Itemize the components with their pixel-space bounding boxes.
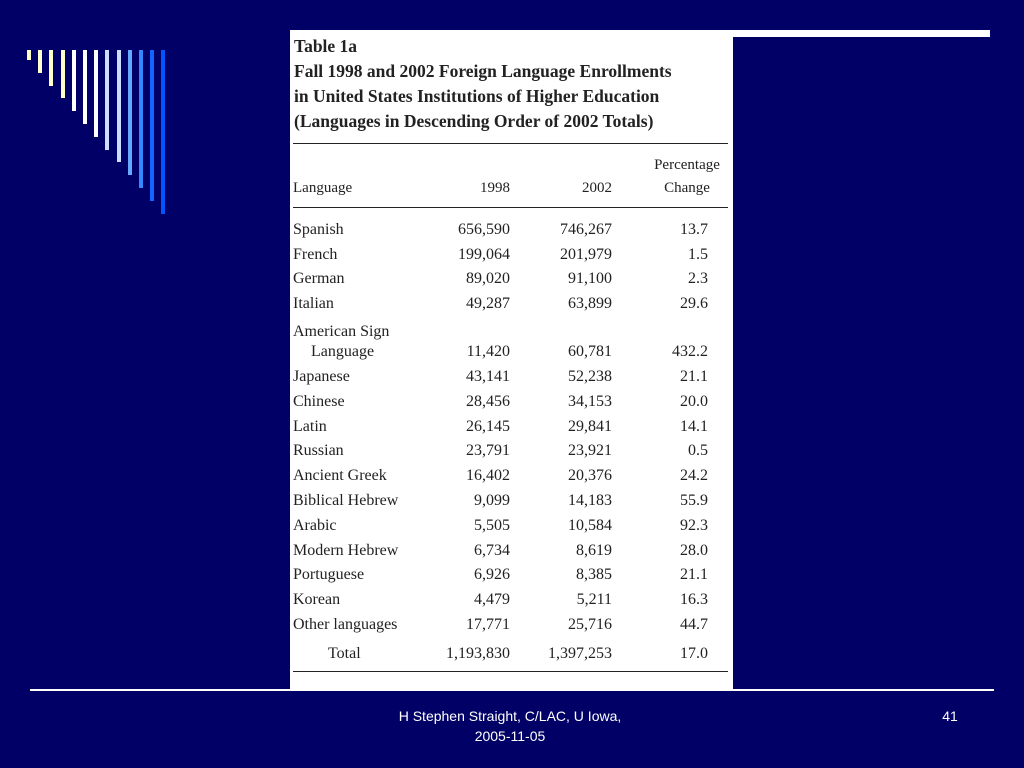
cell-language: Spanish bbox=[293, 220, 344, 238]
decorative-bar bbox=[117, 50, 121, 162]
cell-1998: 17,771 bbox=[466, 615, 510, 633]
table-row bbox=[290, 316, 733, 364]
decorative-bar bbox=[128, 50, 132, 175]
decorative-bar bbox=[61, 50, 65, 98]
cell-2002: 52,238 bbox=[568, 367, 612, 385]
table-rule-top bbox=[293, 143, 728, 144]
cell-percentage-change: 28.0 bbox=[680, 541, 708, 559]
table-row bbox=[290, 538, 733, 563]
cell-1998: 6,734 bbox=[474, 541, 510, 559]
cell-percentage-change: 55.9 bbox=[680, 491, 708, 509]
cell-2002: 23,921 bbox=[568, 442, 612, 460]
table-title-line: in United States Institutions of Higher Education bbox=[294, 86, 660, 106]
table-row bbox=[290, 513, 733, 538]
table-row bbox=[290, 389, 733, 414]
cell-percentage-change: 13.7 bbox=[680, 220, 708, 238]
header-percentage: Percentage bbox=[654, 157, 720, 173]
cell-2002: 60,781 bbox=[568, 343, 612, 361]
table-row bbox=[290, 291, 733, 316]
table-title-line: Table 1a bbox=[294, 36, 358, 56]
table-row bbox=[290, 364, 733, 389]
cell-language: Russian bbox=[293, 442, 344, 460]
header-language: Language bbox=[293, 180, 353, 196]
table-row bbox=[290, 488, 733, 513]
footer-credit bbox=[360, 706, 660, 746]
cell-2002: 91,100 bbox=[568, 270, 612, 288]
cell-language: Modern Hebrew bbox=[293, 541, 399, 559]
cell-1998: 4,479 bbox=[474, 591, 510, 609]
cell-2002: 10,584 bbox=[568, 516, 612, 534]
cell-language: Arabic bbox=[293, 516, 337, 534]
cell-1998: 5,505 bbox=[474, 516, 510, 534]
header-1998: 1998 bbox=[480, 180, 510, 196]
page-number: 41 bbox=[942, 708, 958, 724]
cell-percentage-change: 21.1 bbox=[680, 367, 708, 385]
cell-language: Italian bbox=[293, 295, 334, 313]
cell-1998: 11,420 bbox=[466, 343, 510, 361]
table-row bbox=[290, 414, 733, 439]
cell-1998: 43,141 bbox=[466, 367, 510, 385]
cell-1998: 49,287 bbox=[466, 295, 510, 313]
table-body bbox=[290, 217, 733, 666]
cell-percentage-change: 29.6 bbox=[680, 295, 708, 313]
table-row bbox=[290, 267, 733, 292]
decorative-bar bbox=[150, 50, 154, 201]
cell-1998: 26,145 bbox=[466, 417, 510, 435]
cell-language: Ancient Greek bbox=[293, 467, 387, 485]
cell-2002: 25,716 bbox=[568, 615, 612, 633]
table-row-total bbox=[290, 637, 733, 666]
decorative-bar bbox=[72, 50, 76, 111]
cell-total-1998: 1,193,830 bbox=[446, 644, 510, 662]
cell-2002: 34,153 bbox=[568, 392, 612, 410]
decorative-bar bbox=[139, 50, 143, 188]
cell-percentage-change: 0.5 bbox=[688, 442, 708, 460]
cell-percentage-change: 20.0 bbox=[680, 392, 708, 410]
cell-1998: 89,020 bbox=[466, 270, 510, 288]
cell-percentage-change: 92.3 bbox=[680, 516, 708, 534]
decorative-bar bbox=[49, 50, 53, 86]
cell-percentage-change: 21.1 bbox=[680, 566, 708, 584]
footer-credit-line: H Stephen Straight, C/LAC, U Iowa, bbox=[398, 708, 622, 724]
cell-2002: 63,899 bbox=[568, 295, 612, 313]
cell-language: Other languages bbox=[293, 615, 398, 633]
cell-1998: 199,064 bbox=[458, 245, 510, 263]
table-row bbox=[290, 217, 733, 242]
cell-language-line: Language bbox=[311, 343, 375, 361]
cell-language: French bbox=[293, 245, 338, 263]
decorative-bars bbox=[0, 0, 200, 220]
cell-2002: 5,211 bbox=[576, 591, 612, 609]
cell-2002: 29,841 bbox=[568, 417, 612, 435]
cell-1998: 656,590 bbox=[458, 220, 510, 238]
decorative-bar bbox=[27, 50, 31, 60]
cell-2002: 201,979 bbox=[560, 245, 612, 263]
cell-percentage-change: 16.3 bbox=[680, 591, 708, 609]
cell-2002: 746,267 bbox=[560, 220, 612, 238]
enrollment-table bbox=[290, 30, 733, 690]
table-row bbox=[290, 612, 733, 637]
table-rule-header bbox=[293, 207, 728, 208]
cell-2002: 14,183 bbox=[568, 491, 612, 509]
decorative-bar bbox=[105, 50, 109, 150]
table-title-line: (Languages in Descending Order of 2002 Totals) bbox=[294, 111, 654, 131]
cell-1998: 9,099 bbox=[474, 491, 510, 509]
cell-language: Japanese bbox=[293, 367, 350, 385]
table-rule-bottom bbox=[293, 671, 728, 672]
table-row bbox=[290, 242, 733, 267]
cell-language bbox=[293, 322, 389, 362]
table-row bbox=[290, 439, 733, 464]
cell-1998: 23,791 bbox=[466, 442, 510, 460]
table-row bbox=[290, 563, 733, 588]
decorative-bar bbox=[161, 50, 165, 214]
cell-language: Biblical Hebrew bbox=[293, 491, 399, 509]
header-2002: 2002 bbox=[582, 180, 612, 196]
cell-2002: 8,619 bbox=[576, 541, 612, 559]
cell-2002: 8,385 bbox=[576, 566, 612, 584]
cell-language-line: American Sign bbox=[293, 323, 390, 341]
decorative-bar bbox=[83, 50, 87, 124]
cell-total-2002: 1,397,253 bbox=[548, 644, 612, 662]
table-title bbox=[294, 34, 730, 134]
cell-1998: 16,402 bbox=[466, 467, 510, 485]
cell-percentage-change: 44.7 bbox=[680, 615, 708, 633]
cell-language: Chinese bbox=[293, 392, 345, 410]
cell-language: Latin bbox=[293, 417, 327, 435]
footer-date: 2005-11-05 bbox=[474, 728, 546, 744]
cell-1998: 6,926 bbox=[474, 566, 510, 584]
cell-language: Korean bbox=[293, 591, 341, 609]
cell-2002: 20,376 bbox=[568, 467, 612, 485]
cell-language: German bbox=[293, 270, 345, 288]
decorative-bar bbox=[94, 50, 98, 137]
cell-percentage-change: 432.2 bbox=[672, 343, 708, 361]
table-row bbox=[290, 587, 733, 612]
cell-total-percentage: 17.0 bbox=[680, 644, 708, 662]
cell-percentage-change: 2.3 bbox=[688, 270, 708, 288]
cell-percentage-change: 24.2 bbox=[680, 467, 708, 485]
cell-language: Portuguese bbox=[293, 566, 365, 584]
cell-total-label: Total bbox=[328, 644, 361, 662]
cell-percentage-change: 14.1 bbox=[680, 417, 708, 435]
table-title-line: Fall 1998 and 2002 Foreign Language Enrollments bbox=[294, 61, 672, 81]
cell-1998: 28,456 bbox=[466, 392, 510, 410]
header-change: Change bbox=[664, 180, 710, 196]
table-row bbox=[290, 463, 733, 488]
decorative-bar bbox=[38, 50, 42, 73]
cell-percentage-change: 1.5 bbox=[688, 245, 708, 263]
bottom-divider bbox=[30, 689, 994, 691]
